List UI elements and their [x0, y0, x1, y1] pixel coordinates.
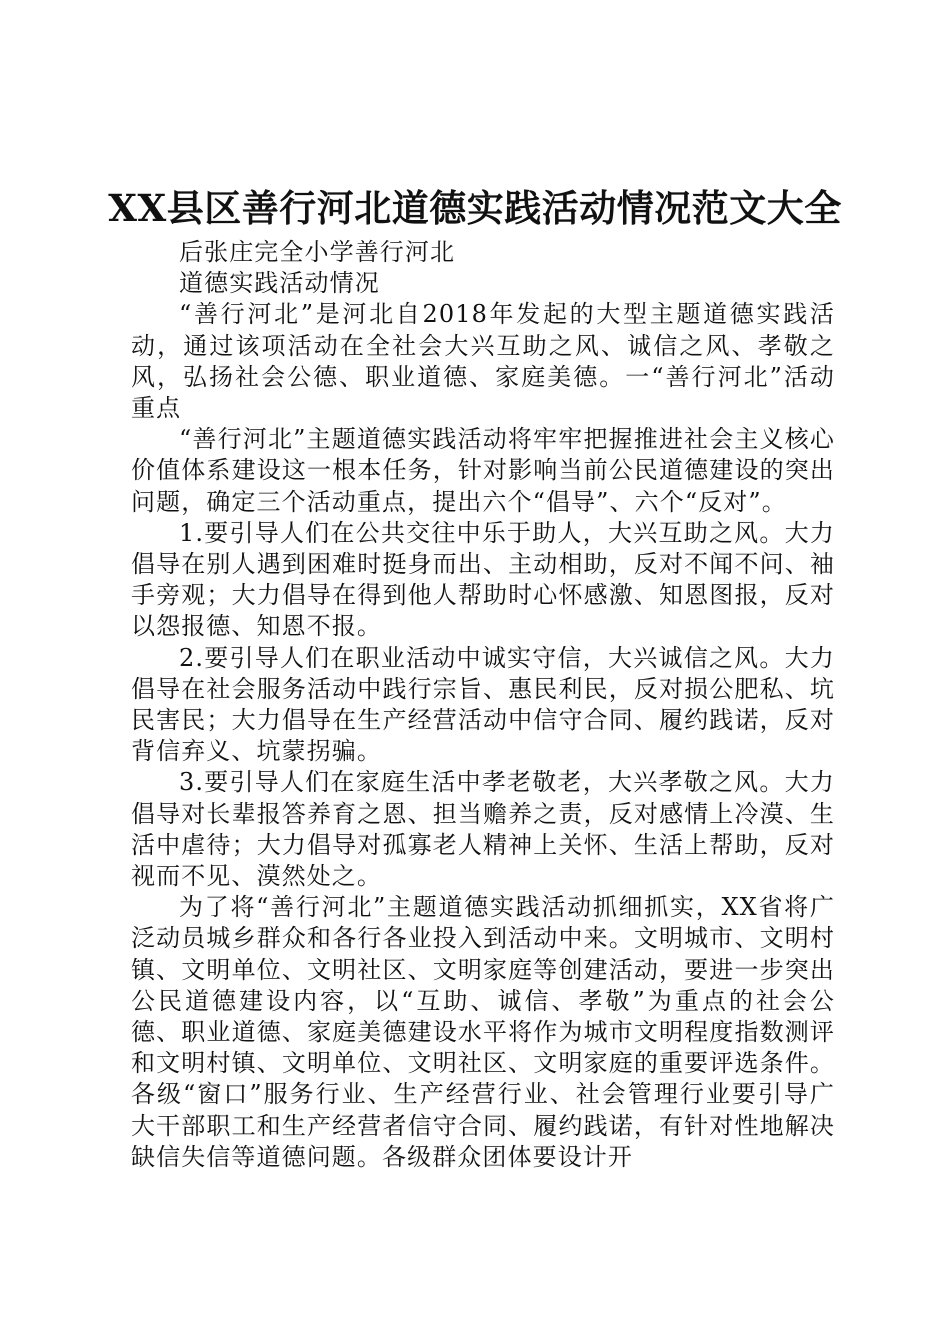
body-paragraph: 为了将“善行河北”主题道德实践活动抓细抓实，XX省将广泛动员城乡群众和各行各业投入到活动中来。文明城市、文明村镇、文明单位、文明社区、文明家庭等创建活动，要进一步突出公民道德建设内容，以“互助、诚信、孝敬”为重点的社会公德、职业道德、家庭美德建设水平将作为城市文明程度指数测评和文明村镇、文明单位、文明社区、文明家庭的重要评选条件。各级“窗口”服务行业、生产经营行业、社会管理行业要引导广大干部职工和生产经营者信守合同、履约践诺，有针对性地解决缺信失信等道德问题。各级群众团体要设计开 [131, 893, 835, 1171]
subtitle-line-2: 道德实践活动情况 [179, 269, 380, 298]
document-title: XX县区善行河北道德实践活动情况范文大全 [108, 186, 842, 230]
document-body [131, 237, 835, 1173]
subtitle-line-1: 后张庄完全小学善行河北 [179, 238, 456, 266]
body-paragraph: 1.要引导人们在公共交往中乐于助人，大兴互助之风。大力倡导在别人遇到困难时挺身而出、主动相助，反对不闻不问、袖手旁观；大力倡导在得到他人帮助时心怀感激、知恩图报，反对以怨报德、知恩不报。 [131, 518, 835, 641]
body-paragraph: “善行河北”主题道德实践活动将牢牢把握推进社会主义核心价值体系建设这一根本任务，针对影响当前公民道德建设的突出问题，确定三个活动重点，提出六个“倡导”、六个“反对”。 [131, 425, 835, 516]
body-paragraph: 3.要引导人们在家庭生活中孝老敬老，大兴孝敬之风。大力倡导对长辈报答养育之恩、担当赡养之责，反对感情上冷漠、生活中虐待；大力倡导对孤寡老人精神上关怀、生活上帮助，反对视而不见、漠然处之。 [131, 768, 835, 891]
body-paragraph: “善行河北”是河北自2018年发起的大型主题道德实践活动，通过该项活动在全社会大兴互助之风、诚信之风、孝敬之风，弘扬社会公德、职业道德、家庭美德。一“善行河北”活动重点 [131, 300, 835, 423]
body-paragraph: 2.要引导人们在职业活动中诚实守信，大兴诚信之风。大力倡导在社会服务活动中践行宗旨、惠民利民，反对损公肥私、坑民害民；大力倡导在生产经营活动中信守合同、履约践诺，反对背信弃义、坑蒙拐骗。 [131, 643, 835, 766]
